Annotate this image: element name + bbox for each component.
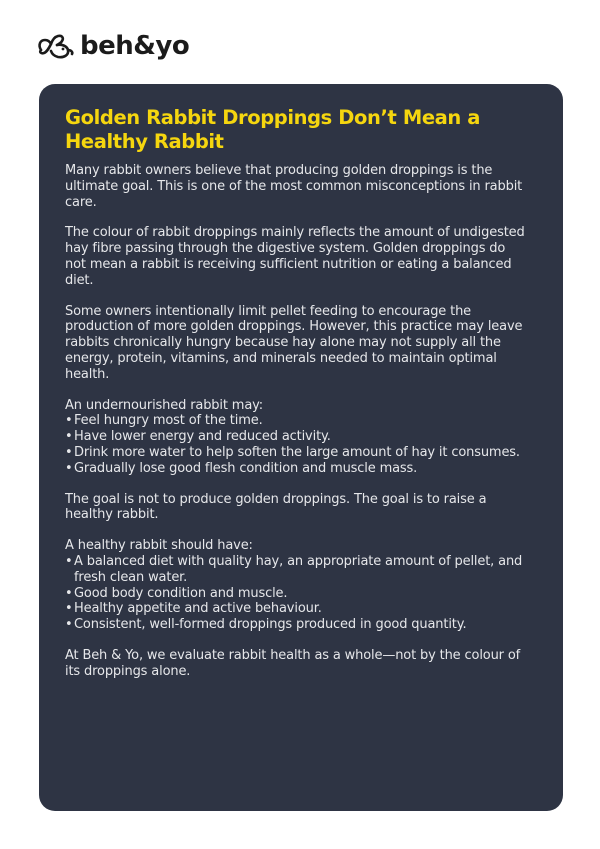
list-item: • A balanced diet with quality hay, an appropriate amount of pellet, and fresh clean water. [65, 554, 529, 586]
undernourished-section [65, 398, 529, 477]
rabbit-logo-icon [36, 31, 76, 61]
article-title: Golden Rabbit Droppings Don’t Mean a Healthy Rabbit [65, 106, 481, 153]
list-item: • Healthy appetite and active behaviour. [65, 601, 529, 617]
goal-paragraph: The goal is not to produce golden droppings. The goal is to raise a healthy rabbit. [65, 491, 487, 523]
list-item: • Drink more water to help soften the large amount of hay it consumes. [65, 445, 529, 461]
undernourished-list [65, 413, 529, 476]
closing-paragraph: At Beh & Yo, we evaluate rabbit health as a whole—not by the colour of its droppings alone. [65, 647, 521, 679]
article-paragraph: The colour of rabbit droppings mainly reflects the amount of undigested hay fibre passing through the digestive system. Golden droppings do not mean a rabbit is receiving sufficient nutrition or eating a balanced diet. [65, 225, 525, 288]
healthy-section [65, 538, 529, 633]
list-item: • Gradually lose good flesh condition and muscle mass. [65, 461, 529, 477]
article-paragraph: Some owners intentionally limit pellet feeding to encourage the production of more golden droppings. However, this practice may leave rabbits chronically hungry because hay alone may not supply all the energy, protein, vitamins, and minerals needed to maintain optimal health. [65, 303, 523, 382]
brand-name: beh&yo [80, 31, 190, 61]
list-item: • Have lower energy and reduced activity. [65, 429, 529, 445]
list-item: • Feel hungry most of the time. [65, 413, 529, 429]
article-card [39, 84, 563, 811]
list-item: • Good body condition and muscle. [65, 586, 529, 602]
article-paragraph: Many rabbit owners believe that producing golden droppings is the ultimate goal. This is one of the most common misconceptions in rabbit care. [65, 163, 523, 210]
healthy-list [65, 554, 529, 633]
undernourished-lead: An undernourished rabbit may: [65, 397, 263, 413]
healthy-lead: A healthy rabbit should have: [65, 538, 253, 554]
brand-header [36, 28, 189, 64]
list-item: • Consistent, well-formed droppings produced in good quantity. [65, 617, 529, 633]
